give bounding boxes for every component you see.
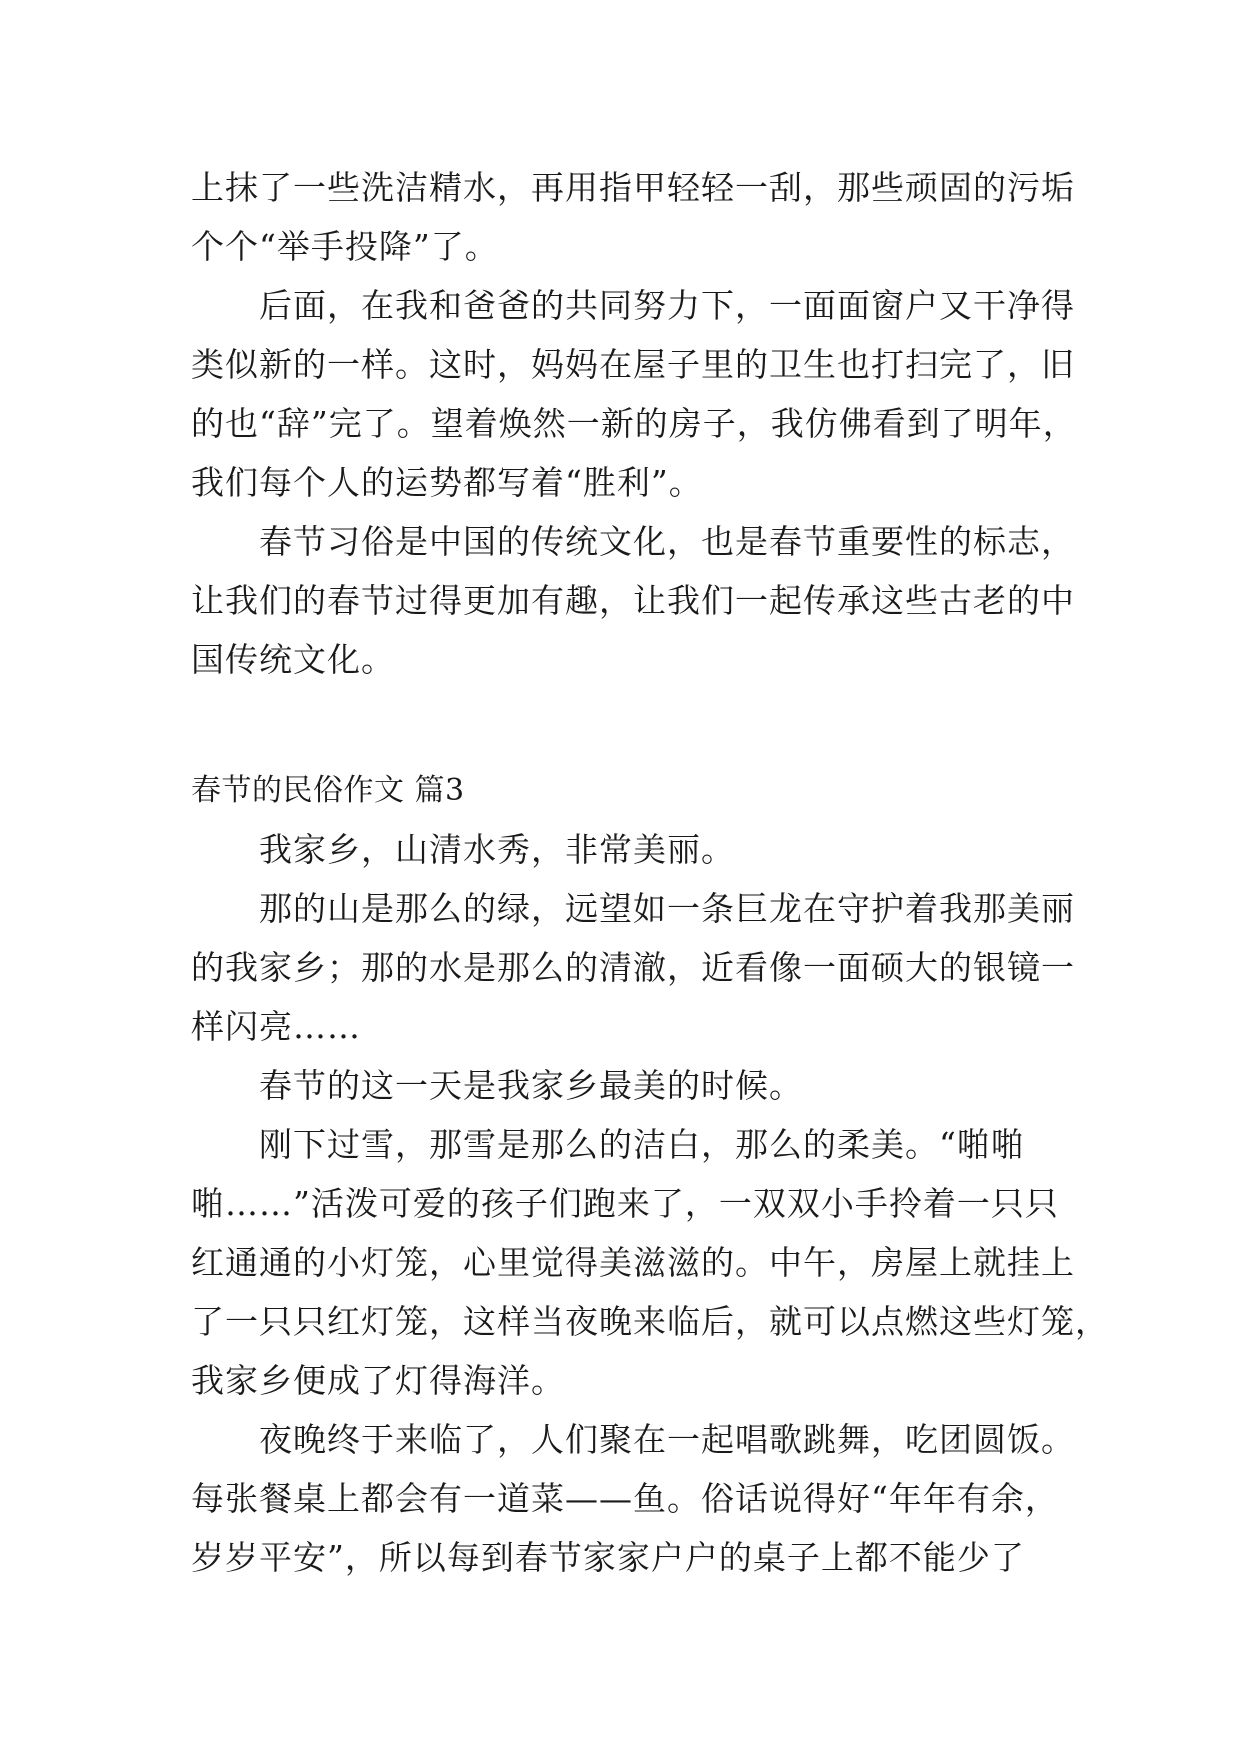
text-line: 我家乡便成了灯得海洋。 [191, 1361, 565, 1400]
section-title: 春节的民俗作文 篇3 [191, 773, 465, 808]
text-line: 夜晚终于来临了，人们聚在一起唱歌跳舞，吃团圆饭。 [191, 1420, 1075, 1459]
paragraph-block-1 [191, 158, 1077, 689]
text-line: 的也“辞”完了。望着焕然一新的房子，我仿佛看到了明年， [191, 404, 1077, 443]
document-page [191, 158, 1109, 1587]
section-spacer [191, 689, 1059, 761]
text-line: 个个“举手投降”了。 [191, 227, 499, 266]
text-line: 春节的这一天是我家乡最美的时候。 [191, 1066, 803, 1105]
text-line: 红通通的小灯笼，心里觉得美滋滋的。中午，房屋上就挂上 [191, 1243, 1075, 1282]
text-line: 的我家乡；那的水是那么的清澈，近看像一面硕大的银镜一 [191, 948, 1075, 987]
text-line: 啪……”活泼可爱的孩子们跑来了，一双双小手拎着一只只 [191, 1184, 1059, 1223]
text-line: 国传统文化。 [191, 640, 395, 679]
text-line: 每张餐桌上都会有一道菜——鱼。俗话说得好“年年有余， [191, 1479, 1059, 1518]
text-line: 样闪亮…… [191, 1007, 361, 1046]
text-line: 春节习俗是中国的传统文化，也是春节重要性的标志， [191, 522, 1075, 561]
text-line: 刚下过雪，那雪是那么的洁白，那么的柔美。“啪啪 [191, 1125, 1025, 1164]
text-line: 类似新的一样。这时，妈妈在屋子里的卫生也打扫完了，旧 [191, 345, 1075, 384]
text-line: 我们每个人的运势都写着“胜利”。 [191, 463, 703, 502]
text-line: 那的山是那么的绿，远望如一条巨龙在守护着我那美丽 [191, 889, 1075, 928]
text-line: 岁岁平安”，所以每到春节家家户户的桌子上都不能少了 [191, 1538, 1025, 1577]
text-line: 后面，在我和爸爸的共同努力下，一面面窗户又干净得 [191, 286, 1075, 325]
paragraph-block-2 [191, 820, 1109, 1587]
text-line: 我家乡，山清水秀，非常美丽。 [191, 830, 735, 869]
text-line: 了一只只红灯笼，这样当夜晚来临后，就可以点燃这些灯笼， [191, 1302, 1109, 1341]
text-line: 上抹了一些洗洁精水，再用指甲轻轻一刮，那些顽固的污垢 [191, 168, 1075, 207]
text-line: 让我们的春节过得更加有趣，让我们一起传承这些古老的中 [191, 581, 1075, 620]
